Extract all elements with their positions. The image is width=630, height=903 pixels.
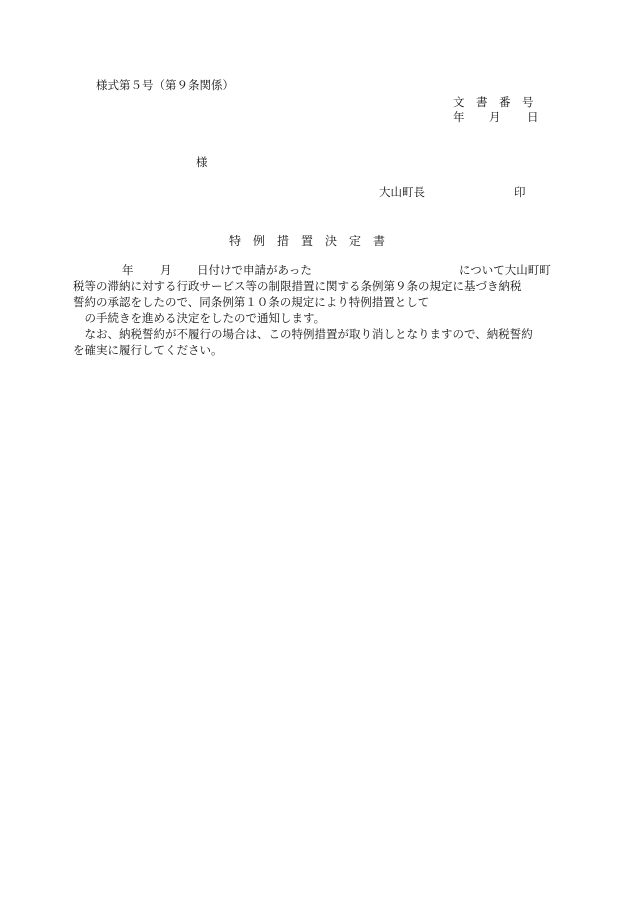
document-title: 特 例 措 置 決 定 書 — [229, 234, 386, 248]
body-line1-end: について大山町町 — [459, 263, 551, 277]
body-line-6: を確実に履行してください。 — [73, 343, 223, 357]
body-line-4: の手続きを進める決定をしたので通知します。 — [73, 311, 326, 325]
document-number-label: 文 書 番 号 — [453, 95, 534, 109]
issuer-seal: 印 — [514, 185, 526, 199]
recipient-suffix: 様 — [196, 155, 208, 169]
body-line-2: 税等の滞納に対する行政サービス等の制限措置に関する条例第９条の規定に基づき納税 — [73, 279, 522, 293]
form-label: 様式第５号（第９条関係） — [96, 78, 234, 92]
body-line-5: なお、納税誓約が不履行の場合は、この特例措置が取り消しとなりますので、納税誓約 — [73, 327, 533, 341]
body-application-text: 日付けで申請があった — [197, 263, 312, 277]
date-month-label: 月 — [489, 110, 501, 124]
issuer-name: 大山町長 — [379, 185, 425, 199]
date-day-label: 日 — [527, 110, 539, 124]
date-year-label: 年 — [453, 110, 465, 124]
body-month-label: 月 — [160, 263, 172, 277]
body-year-label: 年 — [122, 263, 134, 277]
body-line-3: 誓約の承認をしたので、同条例第１０条の規定により特例措置として — [73, 295, 430, 309]
